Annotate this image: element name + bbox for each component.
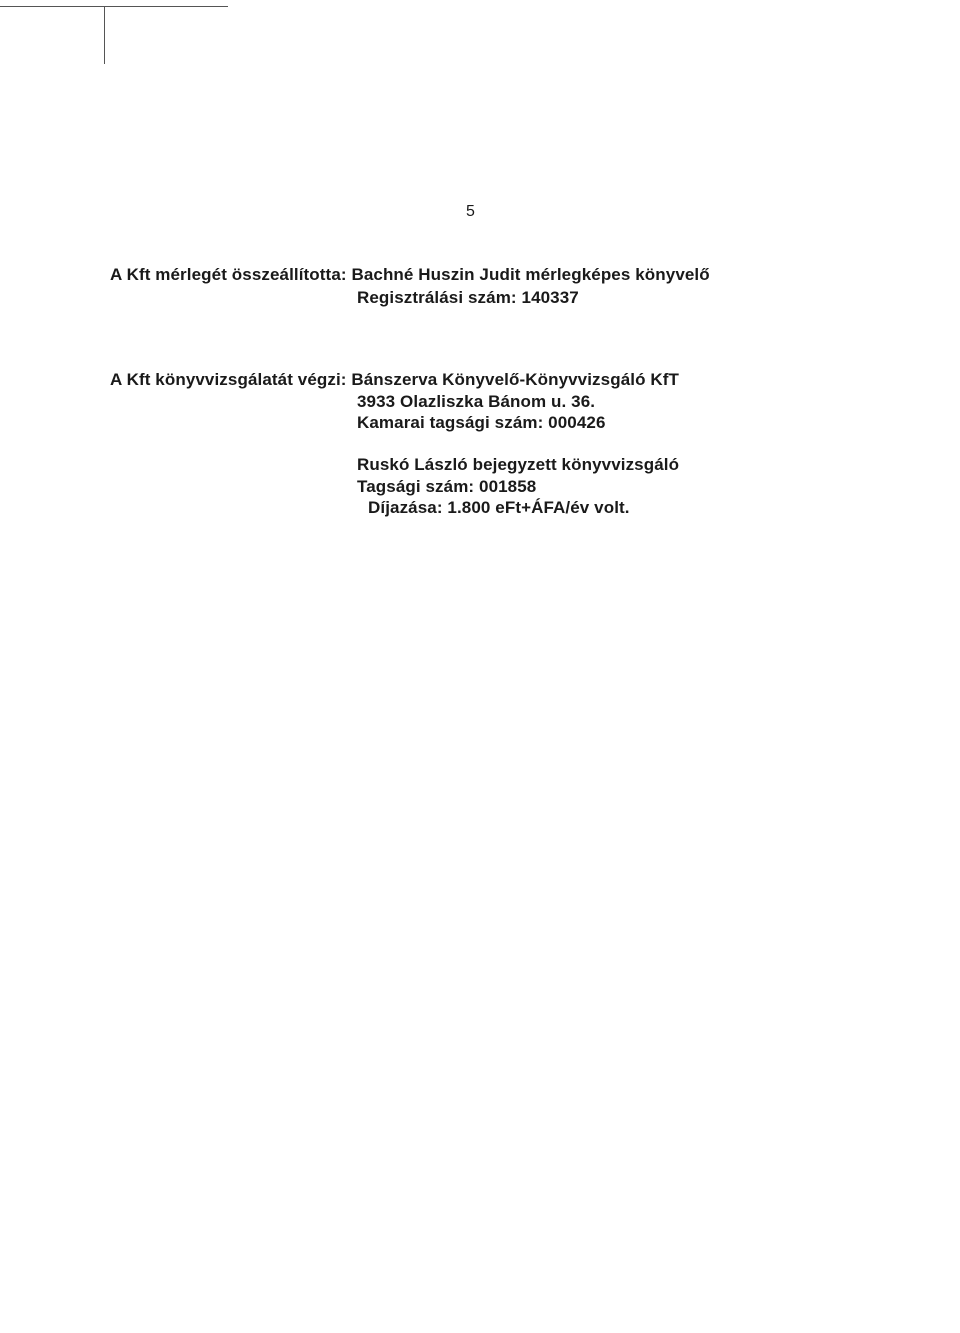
auditor-fee: Díjazása: 1.800 eFt+ÁFA/év volt. — [368, 498, 630, 517]
page-number: 5 — [466, 203, 475, 220]
scan-artifact-horizontal-line — [0, 6, 228, 7]
audit-firm-statement: A Kft könyvvizsgálatát végzi: Bánszerva Könyvelő-Könyvvizsgáló KfT — [110, 370, 680, 389]
scan-artifact-vertical-line — [104, 6, 105, 64]
audit-firm-address: 3933 Olazliszka Bánom u. 36. — [357, 392, 596, 411]
auditor-name: Ruskó László bejegyzett könyvvizsgáló — [357, 455, 680, 474]
auditor-membership-number: Tagsági szám: 001858 — [357, 477, 537, 496]
audit-firm-chamber-number: Kamarai tagsági szám: 000426 — [357, 413, 606, 432]
compiler-statement: A Kft mérlegét összeállította: Bachné Huszin Judit mérlegképes könyvelő — [110, 265, 710, 284]
compiler-registration-number: Regisztrálási szám: 140337 — [357, 288, 579, 307]
